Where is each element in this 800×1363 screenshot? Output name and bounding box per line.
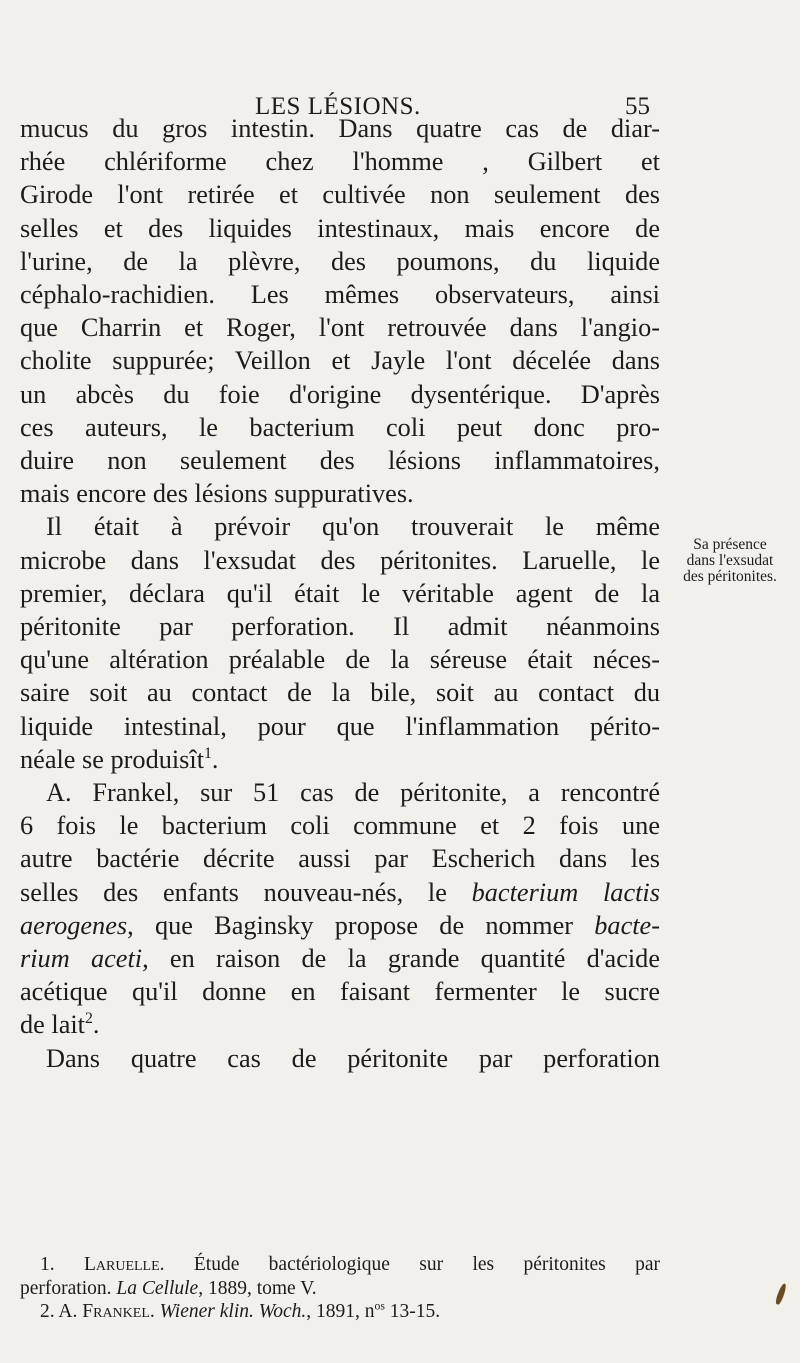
footnote-2 [20,1300,660,1324]
text-line: Il était à prévoir qu'on trouverait le même [46,512,660,542]
text-line: qu'une altération préalable de la séreuse était néces- [20,645,660,675]
text-line: selles et des liquides intestinaux, mais encore de [20,213,660,243]
footnote-superscript: os [374,1299,385,1313]
text-line: cholite suppurée; Veillon et Jayle l'ont décelée dans [20,346,660,376]
footnote-text: 13-15. [384,1301,441,1322]
text-line: mais encore des lésions suppuratives. [20,479,414,509]
text-line: premier, déclara qu'il était le véritable agent de la [20,578,660,608]
footnote-number: 2. [40,1301,55,1322]
text-fragment: néale se produisît [20,744,205,774]
text-line [20,876,660,909]
species-name: aerogenes [20,910,128,940]
text-line: microbe dans l'exsudat des péritonites. Laruelle, le [20,545,660,575]
footnote-1 [20,1253,660,1277]
text-fragment: . [211,744,219,774]
text-line: péritonite par perforation. Il admit néanmoins [20,612,660,642]
footnote-text: , 1889, tome V. [198,1277,317,1299]
text-line: Girode l'ont retirée et cultivée non seulement des [20,180,660,210]
footnote-ref-2: 2 [85,1010,93,1028]
text-fragment: , que Baginsky propose de nommer [127,910,595,940]
margin-note [666,537,794,585]
text-line: mucus du gros intestin. Dans quatre cas de diar- [20,114,660,143]
running-title: LES LÉSIONS. [255,93,421,120]
paragraph-3 [20,776,660,1042]
text-line: un abcès du foie d'origine dysentérique. D'après [20,379,660,409]
text-line: que Charrin et Roger, l'ont retrouvée dans l'angio- [20,313,660,343]
text-fragment: selles des enfants nouveau-nés, le [20,877,472,907]
text-line: acétique qu'il donne en faisant fermenter le sucre [20,977,660,1007]
text-line: saire soit au contact de la bile, soit au contact du [20,678,660,708]
text-line [20,942,660,975]
text-fragment: . [92,1010,100,1040]
paragraph-2 [20,510,660,776]
paragraph-1 [20,112,660,510]
page-number: 55 [625,93,650,120]
footnote-journal: Wiener klin. Woch. [159,1301,307,1322]
species-name: rium aceti [20,944,143,974]
footnote-journal: La Cellule [116,1277,199,1299]
text-line: duire non seulement des lésions inflammatoires, [20,446,660,476]
footnote-ref-1: 1 [204,745,212,763]
text-line: 6 fois le bacterium coli commune et 2 fois une [20,811,660,841]
footnote-text: perforation. [20,1277,117,1299]
footnote-1-cont [20,1277,660,1301]
margin-note-line: Sa présence [693,536,767,553]
text-line: liquide intestinal, pour que l'inflammation périto- [20,711,660,741]
text-line: ces auteurs, le bacterium coli peut donc pro- [20,412,660,442]
footnote-number: 1. [40,1254,55,1275]
footnotes [20,1253,660,1324]
text-line: Dans quatre cas de péritonite par perforation [46,1043,660,1073]
text-line: A. Frankel, sur 51 cas de péritonite, a rencontré [46,778,660,808]
footnote-text: , 1891, n [306,1301,375,1322]
species-name: bacte- [594,910,660,940]
text-fragment: de lait [20,1010,85,1040]
main-text [20,112,660,1075]
footnote-text: . Étude bactériologique sur les péritonites par [159,1254,661,1275]
text-line: l'urine, de la plèvre, des poumons, du liquide [20,246,660,276]
text-line: rhée chlériforme chez l'homme , Gilbert et [20,147,660,177]
footnote-author: Laruelle [83,1254,160,1275]
footnote-text: . [149,1301,160,1322]
text-line [20,1008,660,1041]
ink-stain [774,1283,787,1306]
paragraph-4 [20,1042,660,1075]
margin-note-line: dans l'exsudat [686,552,774,569]
species-name: bacterium lactis [471,877,660,907]
text-line [20,909,660,942]
margin-note-line: des péritonites. [683,568,777,585]
text-line: céphalo-rachidien. Les mêmes observateurs, ainsi [20,280,660,310]
text-line [20,743,660,776]
footnote-author: Frankel [82,1301,150,1322]
text-line: autre bactérie décrite aussi par Escherich dans les [20,844,660,874]
text-fragment: , en raison de la grande quantité d'acide [142,944,661,974]
footnote-text: A. [54,1301,83,1322]
